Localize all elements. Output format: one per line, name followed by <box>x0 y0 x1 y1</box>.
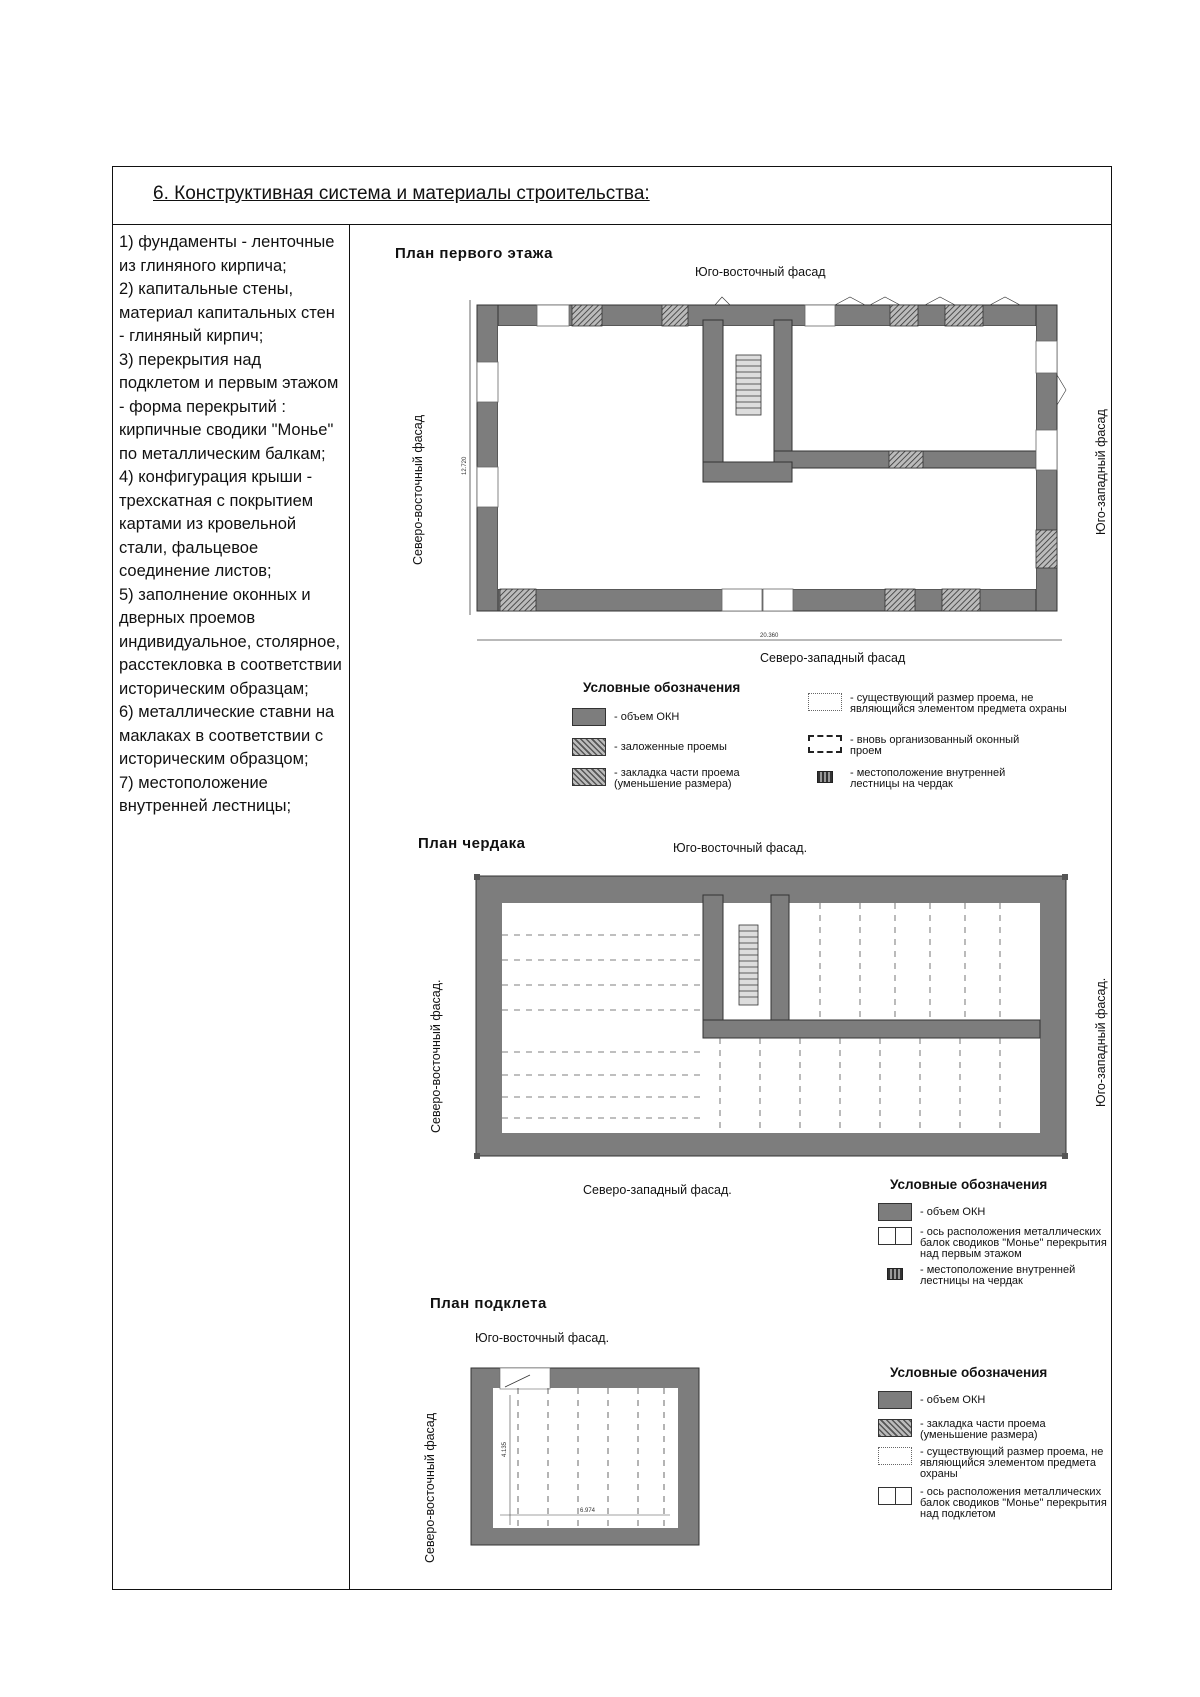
plan2-legend-item: - объем ОКН <box>878 1203 985 1221</box>
legend-swatch-beam <box>878 1487 912 1505</box>
plan3-facade-left: Северо-восточный фасад <box>423 1412 437 1563</box>
section-header <box>113 167 1111 225</box>
plan1-legend-item: - существующий размер проема, не являющийся элементом предмета охраны <box>808 693 1070 715</box>
plan1-facade-bottom: Северо-западный фасад <box>760 651 906 665</box>
plan1-facade-right: Юго-западный фасад <box>1094 409 1108 535</box>
plan3-dim-height: 4.135 <box>502 1441 508 1457</box>
plan3-title: План подклета <box>430 1295 547 1312</box>
plan1-dim-height: 12.720 <box>462 456 468 475</box>
plan3-legend-item: - закладка части проема (уменьшение размера) <box>878 1419 1110 1441</box>
plan2-legend-title: Условные обозначения <box>890 1177 1048 1192</box>
plan1-legend-item: - вновь организованный оконный проем <box>808 735 1030 757</box>
list-item: 6) металлические ставни на маклаках в соответствии с историческим образцом; <box>119 703 335 768</box>
plan1-facade-top: Юго-восточный фасад <box>695 265 826 279</box>
plan1-facade-left: Северо-восточный фасад <box>411 414 425 565</box>
plan1-title: План первого этажа <box>395 245 553 262</box>
plan3-legend-title: Условные обозначения <box>890 1365 1048 1380</box>
list-item: 3) перекрытия над подклетом и первым этажом - форма перекрытий : кирпичные сводики "Монье" по металлическим балкам; <box>119 350 339 463</box>
drawings-column <box>350 225 1111 1589</box>
plan3-facade-top: Юго-восточный фасад. <box>475 1331 610 1345</box>
plan1-legend-item: - объем ОКН <box>572 708 679 726</box>
list-item: 1) фундаменты - ленточные из глиняного кирпича; <box>119 233 335 275</box>
list-item: 4) конфигурация крыши - трехскатная с покрытием картами из кровельной стали, фальцевое соединение листов; <box>119 468 314 580</box>
legend-swatch-dotted <box>878 1447 912 1465</box>
materials-list <box>113 231 349 819</box>
list-item: 7) местоположение внутренней лестницы; <box>119 773 292 815</box>
legend-swatch-hatch <box>878 1419 912 1437</box>
plan2-legend-item: - местоположение внутренней лестницы на чердак <box>878 1265 1111 1287</box>
section-title: 6. Конструктивная система и материалы строительства: <box>153 183 650 204</box>
plan1-legend-item: - закладка части проема (уменьшение размера) <box>572 768 774 790</box>
plan1-legend-item: - заложенные проемы <box>572 738 727 756</box>
plan3-legend-item: - существующий размер проема, не являющийся элементом предмета охраны <box>878 1447 1111 1480</box>
plan2-facade-left: Северо-восточный фасад. <box>429 979 443 1133</box>
plan2-legend-item: - ось расположения металлических балок сводиков "Монье" перекрытия над первым этажом <box>878 1227 1111 1260</box>
plan1-legend-item: - местоположение внутренней лестницы на чердак <box>808 768 1050 790</box>
plan3-dim-width: 6.974 <box>580 1508 596 1514</box>
plan2-facade-right: Юго-западный фасад. <box>1094 977 1108 1107</box>
list-item: 2) капитальные стены, материал капитальных стен - глиняный кирпич; <box>119 280 335 345</box>
plan2-facade-bottom: Северо-западный фасад. <box>583 1183 732 1197</box>
plan3-drawing <box>350 225 1110 1625</box>
legend-swatch-solid <box>878 1391 912 1409</box>
plan1-legend-title: Условные обозначения <box>583 680 741 695</box>
plan1-dim-width: 20.360 <box>760 633 779 639</box>
materials-column <box>113 225 350 1589</box>
document-frame <box>112 166 1112 1590</box>
list-item: 5) заполнение оконных и дверных проемов индивидуальное, столярное, расстекловка в соответствии историческим образцам; <box>119 585 342 698</box>
plan2-title: План чердака <box>418 835 526 852</box>
plan2-facade-top: Юго-восточный фасад. <box>673 841 808 855</box>
plan3-legend-item: - объем ОКН <box>878 1391 985 1409</box>
plan3-legend-item: - ось расположения металлических балок сводиков "Монье" перекрытия над подклетом <box>878 1487 1111 1520</box>
